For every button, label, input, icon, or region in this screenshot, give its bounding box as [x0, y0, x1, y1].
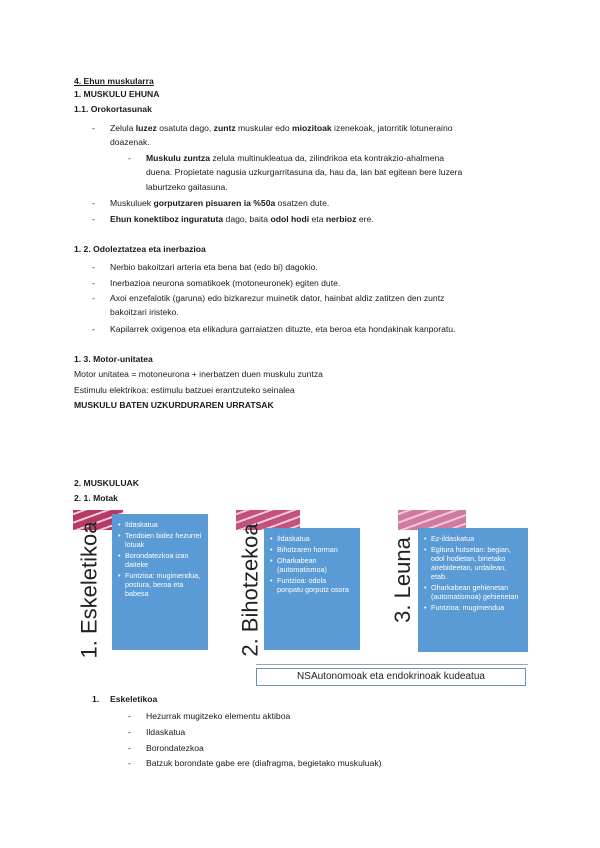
dash-marker: -: [92, 262, 95, 272]
card-box-leuna: [418, 528, 528, 652]
odoleztatzea-bullet-4: Kapilarrek oxigenoa eta elikadura garraiatzen dituzte, eta beroa eta hondakinak kanporatu.: [110, 324, 456, 334]
eskeletikoa-item-4: Batzuk borondate gabe ere (diafragma, begietako muskuluak): [146, 758, 382, 768]
card-item: • Oharkabean gehienetan (automatismoa) gehienetan: [424, 583, 522, 601]
orokortasunak-sub-1-line3: laburtzeko gaitasuna.: [146, 182, 228, 192]
orokortasunak-sub-1: Muskulu zuntza zelula multinukleatua da, zilindrikoa eta kontrakzio-ahalmena: [146, 153, 445, 163]
card-item: • Funtzioa: mugimendua, postura, beroa eta babesa: [118, 571, 202, 598]
heading-motor-unitatea: 1. 3. Motor-unitatea: [74, 354, 153, 364]
section-title: 4. Ehun muskularra: [74, 76, 154, 86]
odoleztatzea-bullet-1: Nerbio bakoitzari arteria eta bena bat (edo bi) dagokio.: [110, 262, 318, 272]
dash-marker: -: [128, 727, 131, 737]
odoleztatzea-bullet-3-cont: bakoitzari iristeko.: [110, 307, 179, 317]
card-item: • Egitura hutsetan: begian, odol hodietan, birietako airebideetan, urdailean, etab.: [424, 545, 522, 581]
ns-autonomoak-box: NSAutonomoak eta endokrinoak kudeatua: [256, 668, 526, 686]
list-number: 1.: [92, 694, 100, 704]
motor-line-2: Estimulu elektrikoa: estimulu batzuei erantzuteko seinalea: [74, 385, 295, 395]
dash-marker: -: [92, 214, 95, 224]
card-label-bihotzekoa: 2. Bihotzekoa: [238, 523, 263, 657]
heading-motak: 2. 1. Motak: [74, 493, 118, 503]
dash-marker: -: [128, 743, 131, 753]
dash-marker: -: [92, 278, 95, 288]
eskeletikoa-item-2: Ildaskatua: [146, 727, 186, 737]
heading-muskulu-ehuna: 1. MUSKULU EHUNA: [74, 89, 160, 99]
motor-line-1: Motor unitatea = motoneurona + inerbatzen duen muskulu zuntza: [74, 369, 323, 379]
card-label-eskeletikoa: 1. Eskeletikoa: [76, 521, 101, 659]
orokortasunak-bullet-2: Muskuluek gorputzaren pisuaren ia %50a osatzen dute.: [110, 198, 330, 208]
heading-orokortasunak: 1.1. Orokortasunak: [74, 104, 152, 114]
dash-marker: -: [128, 153, 131, 163]
eskeletikoa-item-1: Hezurrak mugitzeko elementu aktiboa: [146, 711, 291, 721]
odoleztatzea-bullet-2: Inerbazioa neurona somatikoek (motoneuronek) egiten dute.: [110, 278, 341, 288]
card-item: • Funtzioa: odola ponpatu gorputz osora: [270, 576, 354, 594]
card-item: • Ildaskatua: [118, 520, 202, 529]
motor-line-3: MUSKULU BATEN UZKURDURAREN URRATSAK: [74, 400, 274, 410]
dash-marker: -: [92, 123, 95, 133]
card-item: • Oharkabean (automatismoa): [270, 556, 354, 574]
bracket-line: [256, 664, 528, 665]
card-item: • Funtzioa: mugimendua: [424, 603, 522, 612]
dash-marker: -: [92, 293, 95, 303]
card-item: • Bihotzaren horman: [270, 545, 354, 554]
dash-marker: -: [128, 758, 131, 768]
dash-marker: -: [92, 324, 95, 334]
card-item: • Ez-ildaskatua: [424, 534, 522, 543]
card-label-leuna: 3. Leuna: [390, 537, 416, 623]
heading-eskeletikoa: Eskeletikoa: [110, 694, 158, 704]
dash-marker: -: [128, 711, 131, 721]
card-box-bihotzekoa: [264, 528, 360, 650]
card-box-eskeletikoa: [112, 514, 208, 650]
heading-odoleztatzea: 1. 2. Odoleztatzea eta inerbazioa: [74, 244, 206, 254]
orokortasunak-bullet-3: Ehun konektiboz inguratuta dago, baita odol hodi eta nerbioz ere.: [110, 214, 374, 224]
card-item: • Ildaskatua: [270, 534, 354, 543]
orokortasunak-bullet-1-cont: doazenak.: [110, 137, 150, 147]
eskeletikoa-item-3: Borondatezkoa: [146, 743, 204, 753]
orokortasunak-sub-1-line2: duena. Propietate nagusia uzkurgarritasuna da, hau da, lan bat egitean bere luzera: [146, 167, 463, 177]
card-item: • Borondatezkoa izan daiteke: [118, 551, 202, 569]
dash-marker: -: [92, 198, 95, 208]
orokortasunak-bullet-1: Zelula luzez osatuta dago, zuntz muskular edo miozitoak izenekoak, jatorritik lotuneraino: [110, 123, 453, 133]
heading-muskuluak: 2. MUSKULUAK: [74, 478, 139, 488]
odoleztatzea-bullet-3: Axoi enzefalotik (garuna) edo bizkarezur muinetik dator, hainbat aldiz zatitzen den zuntz: [110, 293, 445, 303]
card-item: • Tendoien bidez hezurrei lotuak: [118, 531, 202, 549]
